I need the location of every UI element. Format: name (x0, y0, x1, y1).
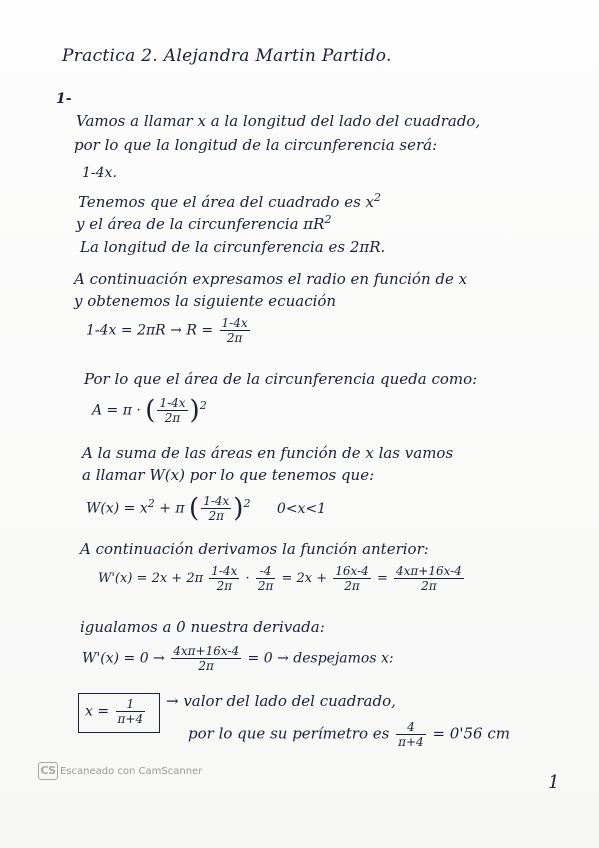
fraction (333, 564, 371, 593)
fraction (201, 494, 231, 523)
problem-number: 1- (56, 91, 72, 107)
text-line: A continuación derivamos la función anterior: (80, 540, 429, 558)
fraction-denominator: π+4 (398, 735, 424, 749)
fraction-numerator: 1-4x (159, 396, 186, 410)
text-line: 1-4x. (82, 165, 117, 181)
fraction (209, 564, 239, 593)
multiplication-dot: · (245, 571, 250, 586)
fraction (394, 564, 464, 593)
perimeter-value: = 0'56 cm (432, 724, 510, 743)
fraction-numerator: -4 (256, 564, 276, 579)
fraction-denominator: 2π (226, 331, 243, 345)
fraction-denominator: 2π (216, 579, 233, 593)
fraction (396, 720, 426, 749)
equation-lhs: x = (85, 703, 110, 720)
superscript: 2 (324, 213, 332, 226)
page-number: 1 (548, 772, 560, 793)
text-line: A la suma de las áreas en función de x las vamos (82, 444, 454, 462)
exponent: 2 (243, 496, 251, 510)
text-line: A continuación expresamos el radio en función de x (74, 270, 468, 288)
text-line: por lo que la longitud de la circunferencia será: (74, 136, 438, 154)
text-line: → valor del lado del cuadrado, (166, 692, 396, 710)
equation-segment: = (376, 571, 388, 586)
text-line (188, 720, 510, 749)
fraction (256, 564, 276, 593)
right-paren: ) (189, 395, 200, 426)
fraction-denominator: 2π (257, 579, 274, 593)
text-line: Por lo que el área de la circunferencia queda como: (84, 370, 478, 388)
fraction (220, 316, 250, 345)
equation-segment: = 2x + (281, 571, 328, 586)
right-paren: ) (233, 493, 244, 524)
fraction-denominator: 2π (344, 579, 360, 593)
equation-lhs: W'(x) = 2x + 2π (98, 571, 204, 586)
text-line: Vamos a llamar x a la longitud del lado del cuadrado, (76, 112, 481, 130)
text-line: a llamar W(x) por lo que tenemos que: (82, 466, 375, 484)
text-segment: por lo que su perímetro es (188, 724, 390, 743)
superscript: 2 (147, 496, 155, 510)
fraction (171, 644, 241, 673)
equation-derivative (98, 564, 466, 593)
text-segment: y el área de la circunferencia πR (76, 215, 325, 233)
domain: 0<x<1 (276, 500, 327, 517)
equation-area (92, 396, 207, 425)
fraction-denominator: π+4 (117, 712, 144, 726)
fraction-denominator: 2π (208, 509, 225, 523)
fraction-denominator: 2π (421, 579, 437, 593)
equation-mid: + π (159, 500, 185, 517)
fraction-numerator: 4xπ+16x-4 (395, 564, 462, 578)
equation-radius (86, 316, 252, 345)
fraction-numerator: 1-4x (221, 316, 248, 330)
equation-lhs: 1-4x = 2πR → R = (86, 322, 214, 339)
text-line (76, 214, 331, 232)
exponent: 2 (199, 398, 207, 412)
result-equation (85, 697, 147, 726)
equation-w (86, 494, 326, 523)
page-title: Practica 2. Alejandra Martin Partido. (62, 46, 392, 66)
fraction-numerator: 4 (396, 720, 426, 735)
fraction (116, 697, 146, 726)
fraction-numerator: 1-4x (211, 564, 238, 578)
fraction-numerator: 4xπ+16x-4 (173, 644, 240, 658)
result-box (78, 693, 160, 733)
equation-lhs: W(x) = x (86, 500, 148, 517)
left-paren: ( (189, 493, 200, 524)
equation-lhs: W'(x) = 0 → (82, 650, 165, 667)
fraction (157, 396, 187, 425)
text-line: igualamos a 0 nuestra derivada: (80, 618, 325, 636)
left-paren: ( (145, 395, 156, 426)
superscript: 2 (374, 191, 381, 204)
equation-rhs: = 0 → despejamos x: (247, 650, 394, 667)
camscanner-logo: CS (38, 762, 58, 780)
text-segment: Tenemos que el área del cuadrado es x (78, 193, 374, 211)
fraction-numerator: 1-4x (203, 494, 230, 508)
fraction-numerator: 1 (116, 697, 146, 712)
text-line: La longitud de la circunferencia es 2πR. (80, 238, 386, 256)
equation-lhs: A = π · (92, 402, 141, 419)
equation-zero (82, 644, 394, 673)
fraction-numerator: 16x-4 (335, 564, 369, 578)
scanner-watermark: Escaneado con CamScanner (60, 766, 203, 777)
fraction-denominator: 2π (198, 659, 214, 673)
text-line (78, 192, 381, 210)
text-line: y obtenemos la siguiente ecuación (74, 292, 337, 310)
fraction-denominator: 2π (164, 411, 181, 425)
